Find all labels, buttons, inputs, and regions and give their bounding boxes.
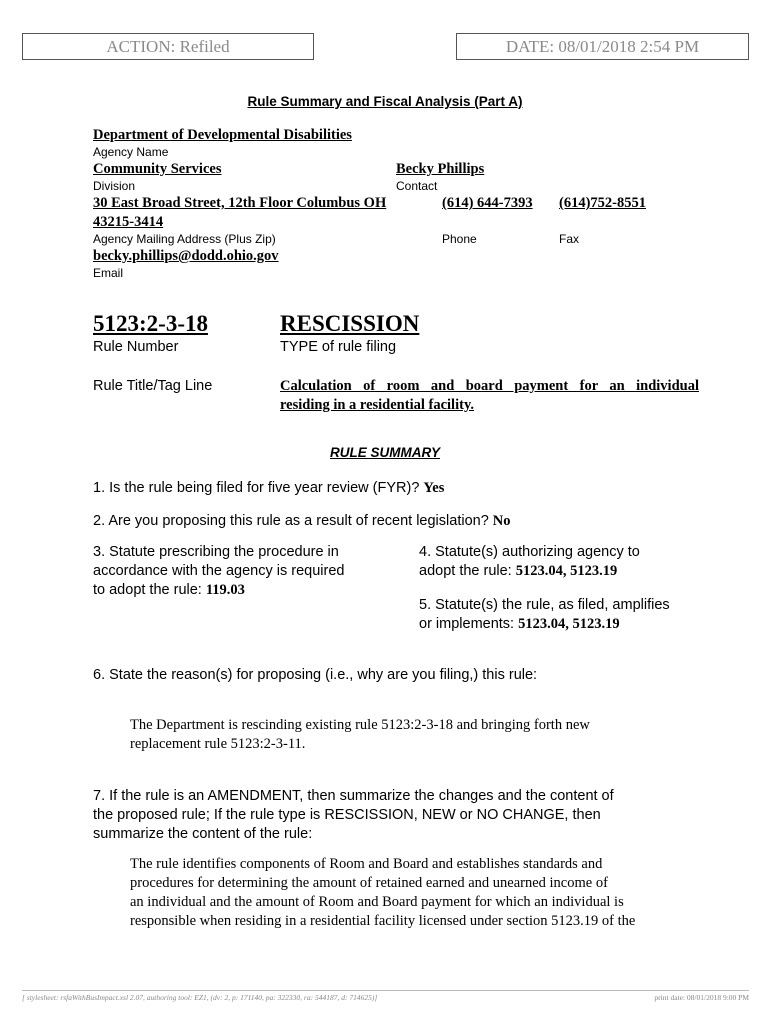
fax-label: Fax [559,232,580,246]
question-4 [419,543,719,581]
answer-7-line2: procedures for determining the amount of retained earned and unearned income of [130,875,608,891]
rule-title-line1: Calculation of room and board payment for an individual [280,378,699,394]
question-4-line1: 4. Statute(s) authorizing agency to [419,544,640,560]
rule-title-line2: residing in a residential facility. [280,397,475,413]
rule-number: 5123:2-3-18 [93,311,208,336]
rule-summary-heading: RULE SUMMARY [329,445,440,460]
footer-divider [22,990,749,991]
question-3-line1: 3. Statute prescribing the procedure in [93,544,339,560]
address-label: Agency Mailing Address (Plus Zip) [93,232,276,246]
answer-7-line4: responsible when residing in a residential facility licensed under section 5123.19 of the [130,913,636,929]
question-7-line2: the proposed rule; If the rule type is RESCISSION, NEW or NO CHANGE, then [93,807,601,823]
question-5 [419,596,739,634]
question-1 [93,479,444,498]
answer-6 [130,716,590,754]
action-status: ACTION: Refiled [106,37,230,56]
question-5-line1: 5. Statute(s) the rule, as filed, amplifies [419,597,670,613]
question-1-text: 1. Is the rule being filed for five year review (FYR)? [93,480,420,496]
action-box [22,33,314,60]
contact-value: Becky Phillips [396,161,485,177]
address-line2: 43215-3414 [93,214,164,230]
question-2 [93,512,511,531]
answer-7-line1: The rule identifies components of Room and Board and establishes standards and [130,856,603,872]
answer-7 [130,855,635,931]
fax-value: (614)752-8551 [559,195,646,211]
answer-7-line3: an individual and the amount of Room and Board payment for which an individual is [130,894,624,910]
footer-print-date: print date: 08/01/2018 9:00 PM [654,993,749,1002]
document-title: Rule Summary and Fiscal Analysis (Part A) [247,94,523,109]
division-value: Community Services [93,161,222,177]
rule-type-label: TYPE of rule filing [280,339,397,355]
answer-2: No [492,513,511,529]
rule-type: RESCISSION [280,311,420,336]
answer-1: Yes [423,480,445,496]
rule-number-label: Rule Number [93,339,179,355]
answer-6-line2: replacement rule 5123:2-3-11. [130,736,306,752]
question-5-line2: or implements: [419,616,515,632]
agency-name-label: Agency Name [93,145,169,159]
division-label: Division [93,179,136,193]
contact-label: Contact [396,179,438,193]
agency-name: Department of Developmental Disabilities [93,127,352,143]
date-box [456,33,749,60]
phone-value: (614) 644-7393 [442,195,533,211]
email-value: becky.phillips@dodd.ohio.gov [93,248,279,264]
answer-6-line1: The Department is rescinding existing rule 5123:2-3-18 and bringing forth new [130,717,590,733]
question-7-line1: 7. If the rule is an AMENDMENT, then summarize the changes and the content of [93,788,614,804]
answer-3: 119.03 [205,582,245,598]
address-line1: 30 East Broad Street, 12th Floor Columbus OH [93,195,387,211]
question-3-line2: accordance with the agency is required [93,563,345,579]
question-7 [93,787,614,844]
answer-4: 5123.04, 5123.19 [515,563,618,579]
answer-5: 5123.04, 5123.19 [518,616,620,632]
filing-date: DATE: 08/01/2018 2:54 PM [505,37,700,56]
question-4-line2: adopt the rule: [419,563,512,579]
rule-title-label: Rule Title/Tag Line [93,378,213,394]
question-6: 6. State the reason(s) for proposing (i.e., why are you filing,) this rule: [93,667,538,683]
email-label: Email [93,266,124,280]
question-3-line3: to adopt the rule: [93,582,202,598]
question-3 [93,543,393,600]
footer-stylesheet-info: [ stylesheet: rsfaWithBusImpact.xsl 2.07, authoring tool: EZ1, (dv: 2, p: 171140, pa: 322330, ra: 544187, d: 714625)] [22,993,378,1002]
question-2-text: 2. Are you proposing this rule as a result of recent legislation? [93,513,489,529]
phone-label: Phone [442,232,477,246]
question-7-line3: summarize the content of the rule: [93,826,313,842]
